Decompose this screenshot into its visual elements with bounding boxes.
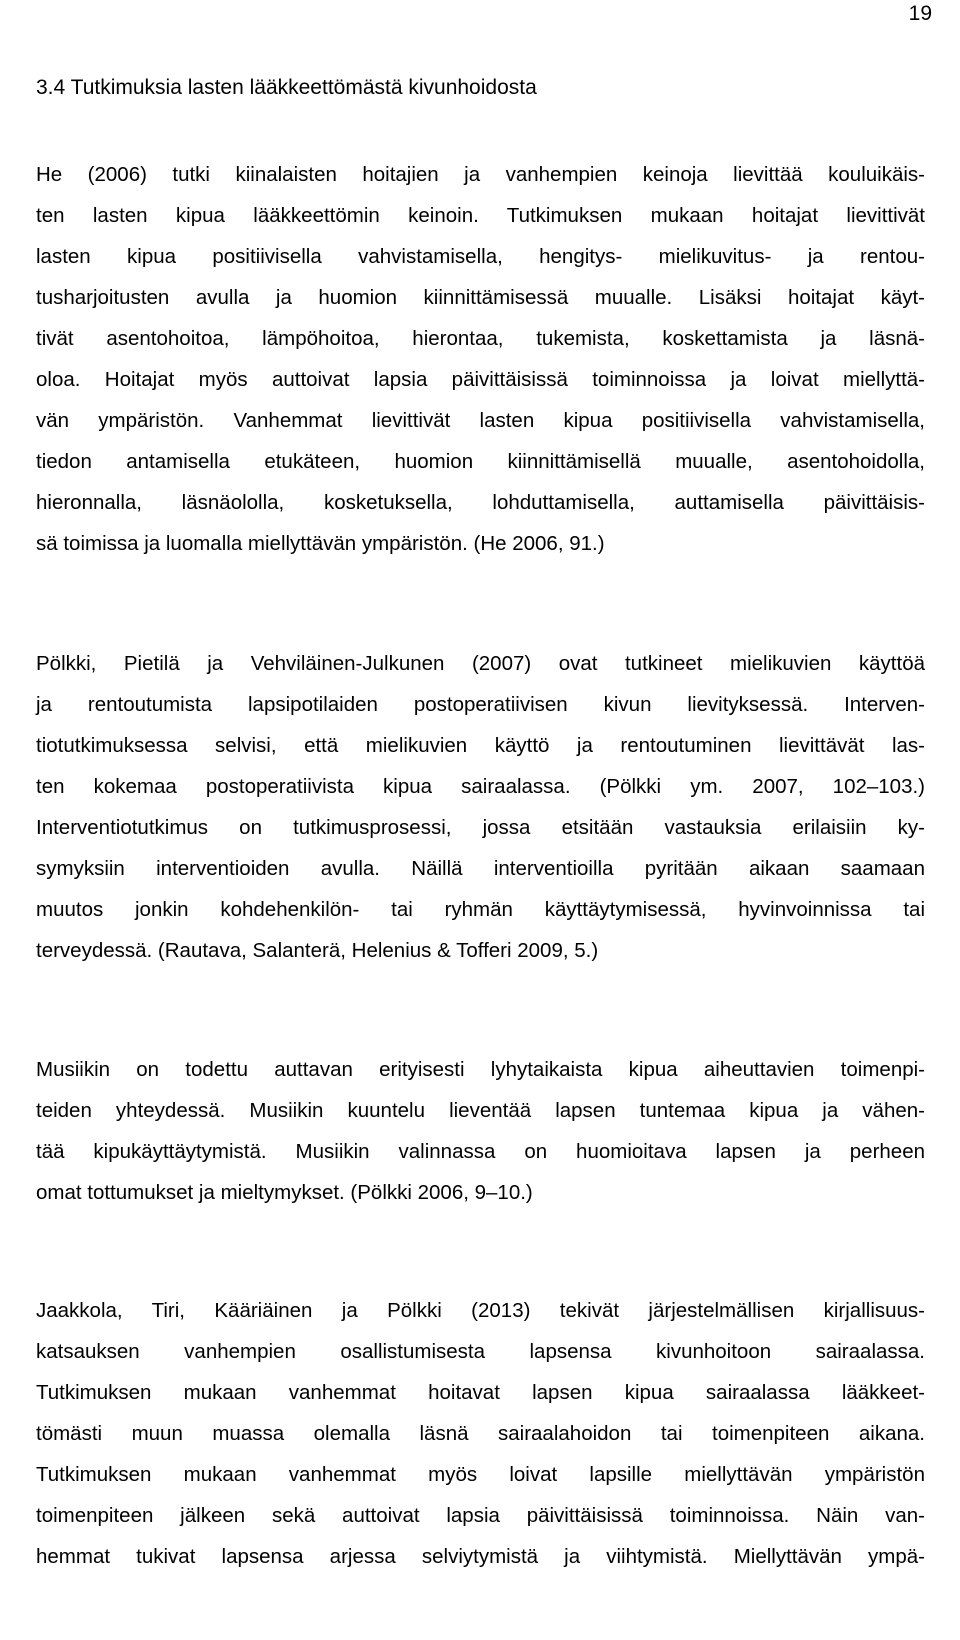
- text-line: lasten kipua positiivisella vahvistamisella, hengitys- mielikuvitus- ja rentou-: [36, 245, 925, 268]
- text-line: Jaakkola, Tiri, Kääriäinen ja Pölkki (2013) tekivät järjestelmällisen kirjallisuus-: [36, 1299, 925, 1322]
- text-line: hemmat tukivat lapsensa arjessa selviytymistä ja viihtymistä. Miellyttävän ympä-: [36, 1545, 925, 1568]
- text-line: omat tottumukset ja mieltymykset. (Pölkki 2006, 9–10.): [36, 1181, 533, 1204]
- text-line: sä toimissa ja luomalla miellyttävän ympäristön. (He 2006, 91.): [36, 532, 605, 555]
- text-line: tiedon antamisella etukäteen, huomion kiinnittämisellä muualle, asentohoidolla,: [36, 450, 925, 473]
- text-line: Tutkimuksen mukaan vanhemmat myös loivat lapsille miellyttävän ympäristön: [36, 1463, 925, 1486]
- text-line: ten lasten kipua lääkkeettömin keinoin. Tutkimuksen mukaan hoitajat lievittivät: [36, 204, 925, 227]
- text-line: symyksiin interventioiden avulla. Näillä interventioilla pyritään aikaan saamaan: [36, 857, 925, 880]
- text-line: hieronnalla, läsnäololla, kosketuksella, lohduttamisella, auttamisella päivittäisis-: [36, 491, 925, 514]
- text-line: toimenpiteen jälkeen sekä auttoivat lapsia päivittäisissä toiminnoissa. Näin van-: [36, 1504, 925, 1527]
- section-heading: 3.4 Tutkimuksia lasten lääkkeettömästä kivunhoidosta: [36, 76, 537, 99]
- text-line: tivät asentohoitoa, lämpöhoitoa, hierontaa, tukemista, koskettamista ja läsnä-: [36, 327, 925, 350]
- page-number: 19: [908, 2, 932, 25]
- text-line: ja rentoutumista lapsipotilaiden postoperatiivisen kivun lievityksessä. Interven-: [36, 693, 925, 716]
- text-line: tiotutkimuksessa selvisi, että mielikuvien käyttö ja rentoutuminen lievittävät las-: [36, 734, 925, 757]
- text-line: vän ympäristön. Vanhemmat lievittivät lasten kipua positiivisella vahvistamisella,: [36, 409, 925, 432]
- text-line: Interventiotutkimus on tutkimusprosessi, jossa etsitään vastauksia erilaisiin ky-: [36, 816, 925, 839]
- text-line: Pölkki, Pietilä ja Vehviläinen-Julkunen (2007) ovat tutkineet mielikuvien käyttöä: [36, 652, 925, 675]
- text-line: Tutkimuksen mukaan vanhemmat hoitavat lapsen kipua sairaalassa lääkkeet-: [36, 1381, 925, 1404]
- text-line: Musiikin on todettu auttavan erityisesti lyhytaikaista kipua aiheuttavien toimenpi-: [36, 1058, 925, 1081]
- text-line: teiden yhteydessä. Musiikin kuuntelu lieventää lapsen tuntemaa kipua ja vähen-: [36, 1099, 925, 1122]
- paragraph-polkki-2007: [36, 643, 925, 971]
- text-line: tää kipukäyttäytymistä. Musiikin valinnassa on huomioitava lapsen ja perheen: [36, 1140, 925, 1163]
- text-line: He (2006) tutki kiinalaisten hoitajien ja vanhempien keinoja lievittää kouluikäis-: [36, 163, 925, 186]
- text-line: ten kokemaa postoperatiivista kipua sairaalassa. (Pölkki ym. 2007, 102–103.): [36, 775, 925, 798]
- text-line: terveydessä. (Rautava, Salanterä, Helenius & Tofferi 2009, 5.): [36, 939, 599, 962]
- text-line: oloa. Hoitajat myös auttoivat lapsia päivittäisissä toiminnoissa ja loivat miellyttä-: [36, 368, 925, 391]
- paragraph-jaakkola-2013: [36, 1290, 925, 1577]
- paragraph-music: [36, 1049, 925, 1213]
- text-line: tusharjoitusten avulla ja huomion kiinnittämisessä muualle. Lisäksi hoitajat käyt-: [36, 286, 925, 309]
- text-line: katsauksen vanhempien osallistumisesta lapsensa kivunhoitoon sairaalassa.: [36, 1340, 925, 1363]
- paragraph-he-2006: [36, 154, 925, 564]
- text-line: tömästi muun muassa olemalla läsnä sairaalahoidon tai toimenpiteen aikana.: [36, 1422, 925, 1445]
- text-line: muutos jonkin kohdehenkilön- tai ryhmän käyttäytymisessä, hyvinvoinnissa tai: [36, 898, 925, 921]
